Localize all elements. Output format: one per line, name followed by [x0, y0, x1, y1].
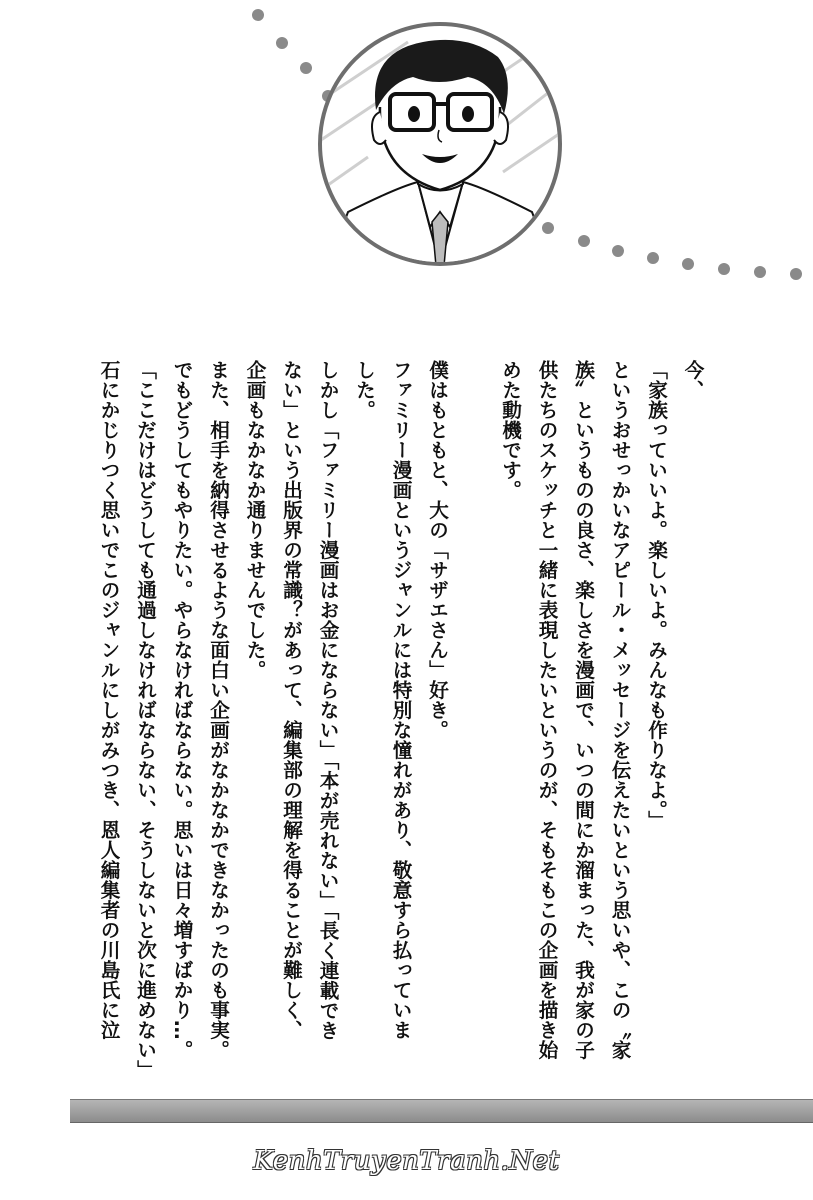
essay-line: 石にかじりつく思いでこのジャンルにしがみつき、恩人編集者の川島氏に泣: [97, 360, 120, 1040]
decorative-dot: [647, 252, 659, 264]
decorative-dot: [682, 258, 694, 270]
essay-line: めた動機です。: [498, 360, 522, 500]
essay-line: 供たちのスケッチと一緒に表現したいというのが、そもそもこの企画を描き始: [535, 360, 558, 1060]
decorative-dot: [790, 268, 802, 280]
watermark-text: KenhTruyenTranh.Net: [253, 1146, 560, 1176]
essay-line: でもどうしてもやりたい。やらなければならない。思いは日々増すばかり…。: [170, 360, 193, 1060]
decorative-dot: [300, 62, 312, 74]
decorative-dot: [276, 37, 288, 49]
decorative-dot: [252, 9, 264, 21]
decorative-dot: [754, 266, 766, 278]
essay-line: 「ここだけはどうしても通過しなければならない、そうしないと次に進めない」: [133, 360, 157, 1080]
decorative-dot: [612, 245, 624, 257]
essay-line: というおせっかいなアピール・メッセージを伝えたいという思いや、この〝家: [608, 360, 631, 1060]
author-portrait: [318, 22, 562, 266]
essay-line: [455, 360, 492, 1080]
decorative-dot: [578, 235, 590, 247]
essay-line: 「家族っていいよ。楽しいよ。みんなも作りなよ。」: [644, 360, 668, 831]
decorative-dot: [718, 263, 730, 275]
essay-line: ない」という出版界の常識？があって、編集部の理解を得ることが難しく、: [279, 360, 303, 1040]
essay-line: ファミリー漫画というジャンルには特別な憧れがあり、敬意すら払っていま: [389, 360, 412, 1040]
footer-bar: [70, 1099, 813, 1123]
essay-body: [97, 360, 710, 1080]
essay-line: また、相手を納得させるような面白い企画がなかなかできなかったのも事実。: [206, 360, 230, 1060]
essay-line: 僕はもともと、大の「サザエさん」好き。: [425, 360, 449, 740]
essay-line: 今、: [681, 360, 704, 400]
essay-line: しかし「ファミリー漫画はお金にならない」「本が売れない」「長く連載でき: [316, 360, 339, 1041]
essay-line: 族〟というものの良さ、楽しさを漫画で、いつの間にか溜まった、我が家の子: [571, 360, 595, 1060]
essay-line: 企画もなかなか通りませんでした。: [243, 360, 266, 680]
essay-line: した。: [352, 360, 376, 420]
